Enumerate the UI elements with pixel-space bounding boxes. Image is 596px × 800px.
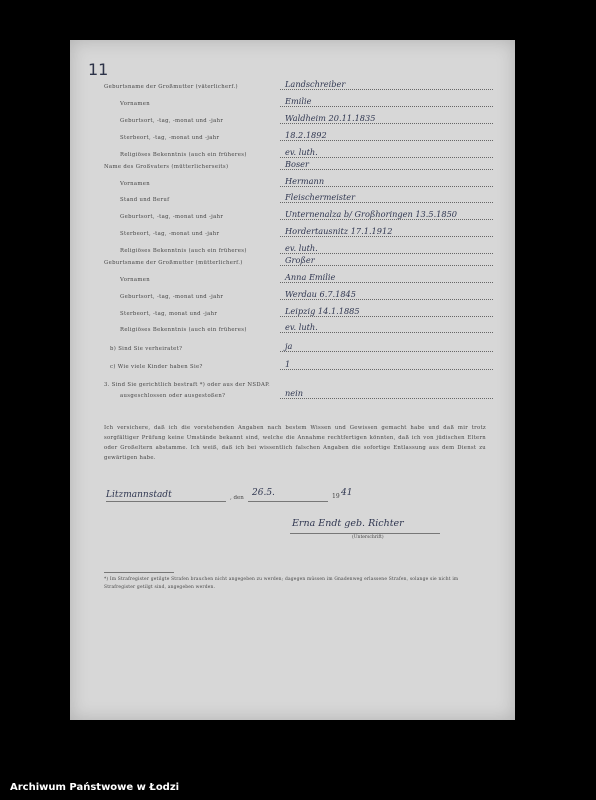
form-row xyxy=(70,225,515,239)
form-value: Emilie xyxy=(285,96,312,106)
form-row xyxy=(70,358,515,372)
form-value: nein xyxy=(285,388,304,398)
form-dotted-line xyxy=(280,398,493,399)
form-dotted-line xyxy=(280,202,493,203)
form-label: Geburtsname der Großmutter (väterlicherf.) xyxy=(104,84,238,90)
form-label: c) Wie viele Kinder haben Sie? xyxy=(110,364,203,370)
form-row xyxy=(70,191,515,205)
form-label: ausgeschlossen oder ausgestoßen? xyxy=(120,393,226,399)
form-value: Unternenalza b/ Großhoringen 13.5.1850 xyxy=(285,209,458,219)
form-value: Landschreiber xyxy=(285,79,346,89)
form-label: Sterbeort, -tag, monat und -jahr xyxy=(120,311,218,317)
form-value: Großer xyxy=(285,255,315,265)
form-row xyxy=(70,158,515,172)
form-dotted-line xyxy=(280,299,493,300)
form-dotted-line xyxy=(280,186,493,187)
form-dotted-line xyxy=(280,332,493,333)
document-page xyxy=(70,40,515,720)
form-row xyxy=(70,254,515,268)
den-label: , den xyxy=(230,495,244,501)
form-label: Geburtsname der Großmutter (mütterlicherf.) xyxy=(104,260,243,266)
form-label: Name des Großvaters (mütterlicherseits) xyxy=(104,164,229,170)
form-dotted-line xyxy=(280,123,493,124)
form-dotted-line xyxy=(280,219,493,220)
signature-line xyxy=(290,533,440,534)
form-value: Hermann xyxy=(285,176,325,186)
form-dotted-line xyxy=(280,282,493,283)
form-value: Hordertausnitz 17.1.1912 xyxy=(285,226,393,236)
signature: Erna Endt geb. Richter xyxy=(292,518,404,529)
form-label: Geburtsort, -tag, -monat und -jahr xyxy=(120,214,224,220)
form-row xyxy=(70,129,515,143)
footnote-divider xyxy=(104,572,174,573)
form-label: Religiöses Bekenntnis (auch ein früheres) xyxy=(120,152,247,158)
form-dotted-line xyxy=(280,351,493,352)
form-row xyxy=(70,78,515,92)
form-label: b) Sind Sie verheiratet? xyxy=(110,346,183,352)
date-line xyxy=(248,501,328,502)
archive-label: Archiwum Państwowe w Łodzi xyxy=(10,782,180,793)
form-dotted-line xyxy=(280,89,493,90)
form-label: 3. Sind Sie gerichtlich bestraft *) oder aus der NSDAP. xyxy=(104,382,271,388)
form-value: Waldheim 20.11.1835 xyxy=(285,113,376,123)
date-value: 26.5. xyxy=(252,488,275,498)
form-value: Anna Emilie xyxy=(285,272,336,282)
form-value: ev. luth. xyxy=(285,243,318,253)
form-label: Sterbeort, -tag, -monat und -jahr xyxy=(120,231,220,237)
form-value: ev. luth. xyxy=(285,147,318,157)
form-dotted-line xyxy=(280,169,493,170)
form-value: 1 xyxy=(285,359,291,369)
form-dotted-line xyxy=(280,140,493,141)
form-dotted-line xyxy=(280,316,493,317)
form-label: Religiöses Bekenntnis (auch ein früheres) xyxy=(120,248,247,254)
form-row xyxy=(70,271,515,285)
form-dotted-line xyxy=(280,265,493,266)
form-row xyxy=(70,208,515,222)
form-row xyxy=(70,112,515,126)
form-row xyxy=(70,321,515,335)
form-value: Leipzig 14.1.1885 xyxy=(285,306,360,316)
form-row xyxy=(70,175,515,189)
form-label: Geburtsort, -tag, -monat und -jahr xyxy=(120,118,224,124)
form-label: Sterbeort, -tag, -monat und -jahr xyxy=(120,135,220,141)
form-dotted-line xyxy=(280,236,493,237)
form-label: Vornamen xyxy=(120,277,150,283)
form-value: Werdau 6.7.1845 xyxy=(285,289,356,299)
form-label: Vornamen xyxy=(120,101,150,107)
form-label: Stand und Beruf xyxy=(120,197,170,203)
archive-footer xyxy=(0,778,596,800)
form-row xyxy=(70,288,515,302)
form-dotted-line xyxy=(280,106,493,107)
form-label: Vornamen xyxy=(120,181,150,187)
form-row xyxy=(70,95,515,109)
form-value: Boser xyxy=(285,159,309,169)
page-number: 11 xyxy=(88,60,109,79)
form-row xyxy=(70,387,515,401)
form-value: ev. luth. xyxy=(285,322,318,332)
year-value: 41 xyxy=(341,488,353,498)
form-dotted-line xyxy=(280,369,493,370)
form-row xyxy=(70,340,515,354)
place-value: Litzmannstadt xyxy=(106,490,172,500)
form-row xyxy=(70,305,515,319)
place-line xyxy=(106,501,226,502)
year-prefix: 19 xyxy=(332,493,340,500)
footnote: *) Im Strafregister getilgte Strafen brauchen nicht angegeben zu werden; dagegen müssen im Gnadenweg erlassene Strafen, solange sie nicht im Strafregister getilgt sind, angegeben werden. xyxy=(104,577,459,590)
form-value: ja xyxy=(285,341,293,351)
form-value: 18.2.1892 xyxy=(285,130,327,140)
form-label: Geburtsort, -tag, -monat und -jahr xyxy=(120,294,224,300)
declaration-text: Ich versichere, daß ich die vorstehenden Angaben nach bestem Wissen und Gewissen gemacht habe und daß mir trotz sorgfältiger Prüfung keine Umstände bekannt sind, welche die Annahme rechtfertigen könnten, daß ich von jüdischen Eltern oder Großeltern abstamme. Ich weiß, daß ich bei wissentlich falschen Angaben die sofortige Entlassung aus dem Dienst zu gewärtigen habe. xyxy=(104,425,486,461)
form-label: Religiöses Bekenntnis (auch ein früheres) xyxy=(120,327,247,333)
form-value: Fleischermeister xyxy=(285,192,356,202)
signature-caption: (Unterschrift) xyxy=(352,535,384,540)
